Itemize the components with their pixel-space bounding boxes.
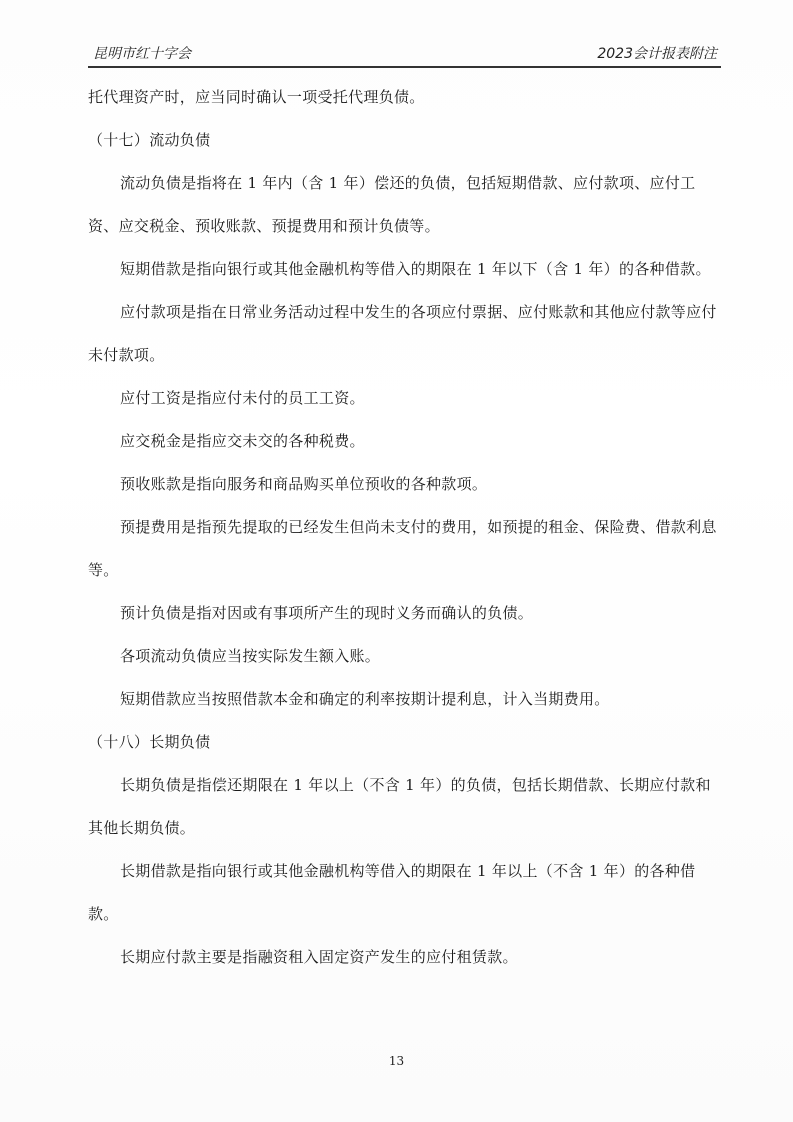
paragraph: 短期借款应当按照借款本金和确定的利率按期计提利息，计入当期费用。	[120, 690, 610, 708]
paragraph: 长期应付款主要是指融资租入固定资产发生的应付租赁款。	[120, 948, 518, 966]
page-number: 13	[388, 1054, 405, 1068]
paragraph: 流动负债是指将在 1 年内（含 1 年）偿还的负债，包括短期借款、应付款项、应付工资、应交税金、预收账款、预提费用和预计负债等。	[88, 174, 696, 235]
paragraph: 预提费用是指预先提取的已经发生但尚未支付的费用，如预提的租金、保险费、借款利息等。	[88, 518, 717, 579]
paragraph: 长期借款是指向银行或其他金融机构等借入的期限在 1 年以上（不含 1 年）的各种借款。	[88, 862, 696, 923]
paragraph: 短期借款是指向银行或其他金融机构等借入的期限在 1 年以下（含 1 年）的各种借款。	[120, 260, 711, 278]
paragraph: 预收账款是指向服务和商品购买单位预收的各种款项。	[120, 475, 488, 493]
paragraph: 长期负债是指偿还期限在 1 年以上（不含 1 年）的负债，包括长期借款、长期应付款和其他长期负债。	[88, 776, 711, 837]
paragraph: 预计负债是指对因或有事项所产生的现时义务而确认的负债。	[120, 604, 534, 622]
document-body	[88, 76, 717, 979]
paragraph: 应付款项是指在日常业务活动过程中发生的各项应付票据、应付账款和其他应付款等应付未付款项。	[88, 303, 717, 364]
section-heading-current-liabilities: （十七）流动负债	[88, 131, 211, 149]
header-org-name: 昆明市红十字会	[93, 46, 191, 62]
header-divider	[88, 66, 721, 68]
header-doc-title: 2023会计报表附注	[597, 46, 717, 62]
page-header	[93, 40, 717, 66]
paragraph: 应付工资是指应付未付的员工工资。	[120, 389, 365, 407]
paragraph: 各项流动负债应当按实际发生额入账。	[120, 647, 381, 665]
paragraph: 应交税金是指应交未交的各种税费。	[120, 432, 365, 450]
paragraph-continuation: 托代理资产时，应当同时确认一项受托代理负债。	[88, 88, 425, 106]
section-heading-long-term-liabilities: （十八）长期负债	[88, 733, 211, 751]
